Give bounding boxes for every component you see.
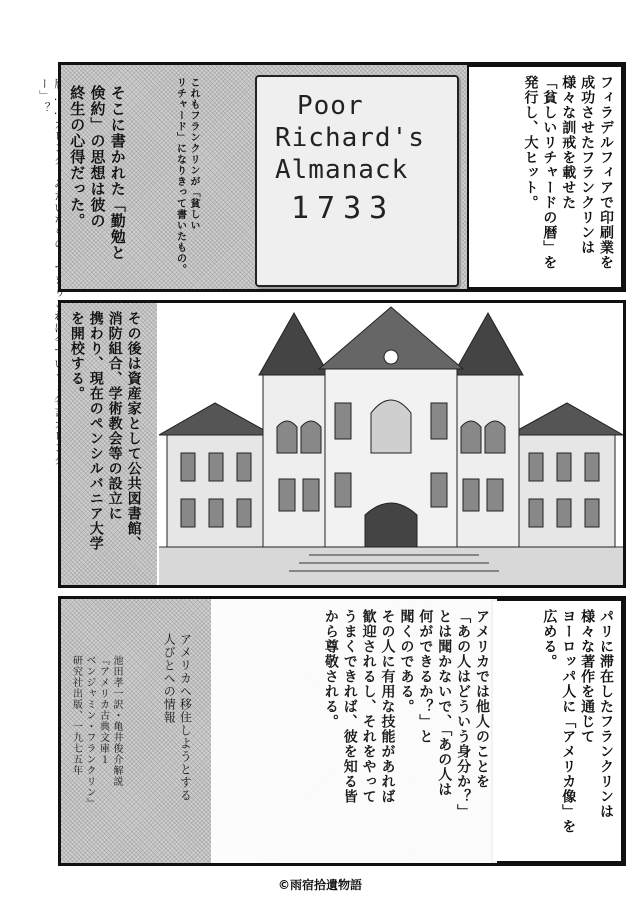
small-note: これもフランクリンが「貧しい リチャード」になりきって書いたもの。 — [174, 77, 199, 275]
university-building-illustration — [159, 303, 623, 585]
quote-box — [211, 599, 497, 863]
book-title-line-3: Almanack — [275, 155, 409, 185]
quote-text: アメリカでは他人のことを 「あの人はどういう身分か？」 とは聞かないで、「あの人は 何ができるか？」と 聞くのである。 その人に有用な技能があれば 歓迎されるし、それをやって うまくできれば、彼を知る皆 から尊敬される。 — [322, 609, 490, 819]
almanack-book-illustration — [255, 75, 459, 287]
panel-university — [58, 300, 626, 588]
citation: 池田孝一訳・亀井俊介解説 『アメリカ古典文庫１ ベンジャミン・フランクリン』 研究社出版、一九七五年 — [70, 655, 122, 809]
panel-paris-quote — [58, 596, 626, 866]
paris-narration-text: パリに滞在したフランクリンは 様々な著作を通じて ヨーロッパ人に「アメリカ像」を 広める。 — [541, 609, 614, 834]
side-note: りこ ー」？ — [37, 78, 66, 310]
quote-title: アメリカへ移住しようとする 人びとへの情報 — [162, 633, 193, 802]
panel-almanack — [58, 62, 626, 292]
book-title-line-4: 1733 — [291, 191, 396, 226]
copyright-credit: ©雨宿拾遺物語 — [277, 878, 362, 892]
book-title-line-2: Richard's — [275, 123, 425, 153]
book-title-line-1: Poor — [297, 91, 364, 121]
narration-text: フィラデルフィアで印刷業を 成功させたフランクリンは 様々な訓戒を載せた 「貧しいリチャードの暦」を 発行し、大ヒット。 — [522, 75, 614, 270]
founding-text: その後は資産家として公共図書館、 消防組合、学術教会等の設立に 携わり、現在のペンシルバニア大学 を開校する。 — [68, 311, 142, 551]
narration-box — [491, 599, 623, 863]
ideology-text: そこに書かれた「勤勉と 倹約」の思想は彼の 終生の心得だった。 — [68, 85, 127, 261]
narration-box — [467, 65, 623, 289]
